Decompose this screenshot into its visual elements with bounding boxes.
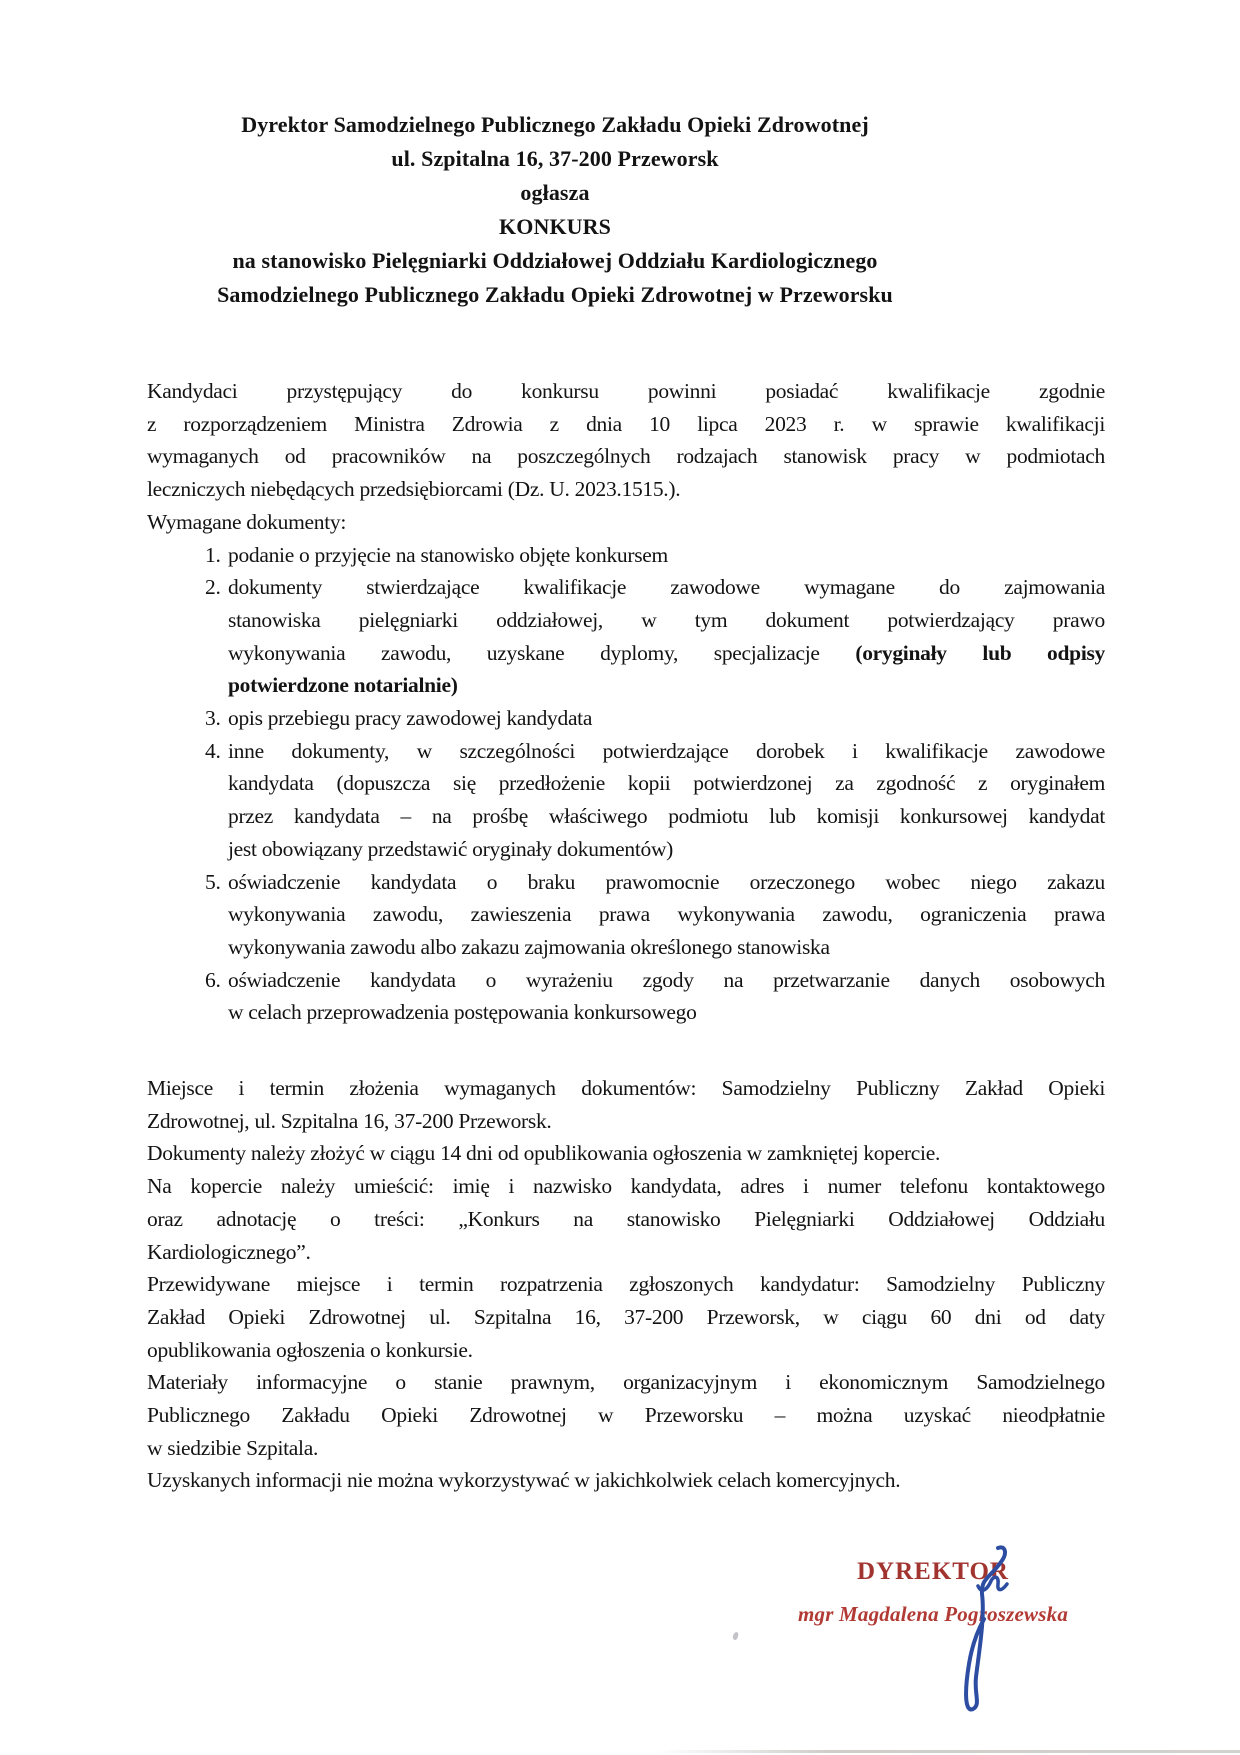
list-item-number: 2. [205,575,221,600]
text-line: oświadczenie kandydata o wyrażeniu zgody na przetwarzanie danych osobowych [228,967,1105,992]
text-line: wymaganych od pracowników na poszczególnych rodzajach stanowisk pracy w podmiotach [147,444,1105,469]
list-item [147,571,1105,702]
text-line: opis przebiegu pracy zawodowej kandydata [228,706,593,731]
text-line: przez kandydata – na prośbę właściwego podmiotu lub komisji konkursowej kandydat [228,804,1105,829]
text-line: Zdrowotnej, ul. Szpitalna 16, 37-200 Przeworsk. [147,1108,552,1133]
list-item-number: 5. [205,869,221,894]
list-item-number: 3. [205,706,221,731]
text-line: kandydata (dopuszcza się przedłożenie kopii potwierdzonej za zgodność z oryginałem [228,771,1105,796]
text-line: Materiały informacyjne o stanie prawnym, organizacyjnym i ekonomicznym Samodzielnego [147,1370,1105,1395]
main-text-block [147,375,1105,1029]
text-line: Na kopercie należy umieścić: imię i nazwisko kandydata, adres i numer telefonu kontaktowego [147,1174,1105,1199]
text-line: Zakład Opieki Zdrowotnej ul. Szpitalna 16, 37-200 Przeworsk, w ciągu 60 dni od daty [147,1304,1105,1329]
intro-paragraph [147,375,1105,506]
signature-name: mgr Magdalena Pogroszewska [797,1602,1069,1626]
header-line: ul. Szpitalna 16, 37-200 Przeworsk [391,146,719,171]
scan-speck [732,1632,739,1641]
scan-edge-artifact [655,1750,1240,1753]
text-line: opublikowania ogłoszenia o konkursie. [147,1337,473,1362]
list-item [147,702,1105,735]
text-line: podanie o przyjęcie na stanowisko objęte konkursem [228,542,668,567]
text-line: dokumenty stwierdzające kwalifikacje zawodowe wymagane do zajmowania [228,575,1105,600]
text-line: Dokumenty należy złożyć w ciągu 14 dni od opublikowania ogłoszenia w zamkniętej kopercie. [147,1141,941,1166]
closing-paragraphs [147,1072,1105,1497]
text-line: inne dokumenty, w szczególności potwierdzające dorobek i kwalifikacje zawodowe [228,738,1105,763]
text-line: oświadczenie kandydata o braku prawomocnie orzeczonego wobec niego zakazu [228,869,1105,894]
header-line: na stanowisko Pielęgniarki Oddziałowej Oddziału Kardiologicznego [232,248,878,273]
list-item [147,735,1105,866]
required-documents-list [147,539,1105,1030]
text-line: w celach przeprowadzenia postępowania konkursowego [228,1000,697,1025]
text-line: jest obowiązany przedstawić oryginały dokumentów) [228,836,674,861]
text-line: Kandydaci przystępujący do konkursu powinni posiadać kwalifikacje zgodnie [147,379,1105,403]
text-line: wykonywania zawodu, uzyskane dyplomy, specjalizacje (oryginały lub odpisy [228,640,1106,665]
list-item [147,866,1105,964]
text-line: stanowiska pielęgniarki oddziałowej, w tym dokument potwierdzający prawo [228,607,1105,632]
requirements-label: Wymagane dokumenty: [147,509,346,534]
text-line: oraz adnotację o treści: „Konkurs na stanowisko Pielęgniarki Oddziałowej Oddziału [147,1206,1105,1231]
text-line: leczniczych niebędących przedsiębiorcami (Dz. U. 2023.1515.). [147,477,681,502]
text-line: w siedzibie Szpitala. [147,1435,319,1460]
header-line: Samodzielnego Publicznego Zakładu Opieki Zdrowotnej w Przeworsku [217,282,893,307]
text-line: Przewidywane miejsce i termin rozpatrzenia zgłoszonych kandydatur: Samodzielny Publiczny [147,1272,1105,1297]
text-line: Publicznego Zakładu Opieki Zdrowotnej w Przeworsku – można uzyskać nieodpłatnie [147,1403,1105,1428]
list-item-number: 1. [205,542,221,567]
text-line: potwierdzone notarialnie) [228,673,458,698]
list-item [147,964,1105,1029]
list-item-number: 4. [205,738,221,763]
text-line: Miejsce i termin złożenia wymaganych dokumentów: Samodzielny Publiczny Zakład Opieki [147,1076,1105,1100]
signature-title: DYREKTOR [856,1558,1009,1585]
header-line: KONKURS [499,214,611,239]
text-line: Kardiologicznego”. [147,1239,311,1264]
header-line: Dyrektor Samodzielnego Publicznego Zakładu Opieki Zdrowotnej [241,112,869,137]
text-line: z rozporządzeniem Ministra Zdrowia z dnia 10 lipca 2023 r. w sprawie kwalifikacji [147,411,1105,436]
signature-ink [938,1542,1030,1720]
list-item [147,539,1105,572]
document-header [150,108,960,312]
text-line: wykonywania zawodu, zawieszenia prawa wykonywania zawodu, ograniczenia prawa [228,902,1105,927]
header-line: ogłasza [520,180,590,205]
text-line: Uzyskanych informacji nie można wykorzystywać w jakichkolwiek celach komercyjnych. [147,1468,901,1493]
text-line: wykonywania zawodu albo zakazu zajmowania określonego stanowiska [228,934,830,959]
list-item-number: 6. [205,967,221,992]
